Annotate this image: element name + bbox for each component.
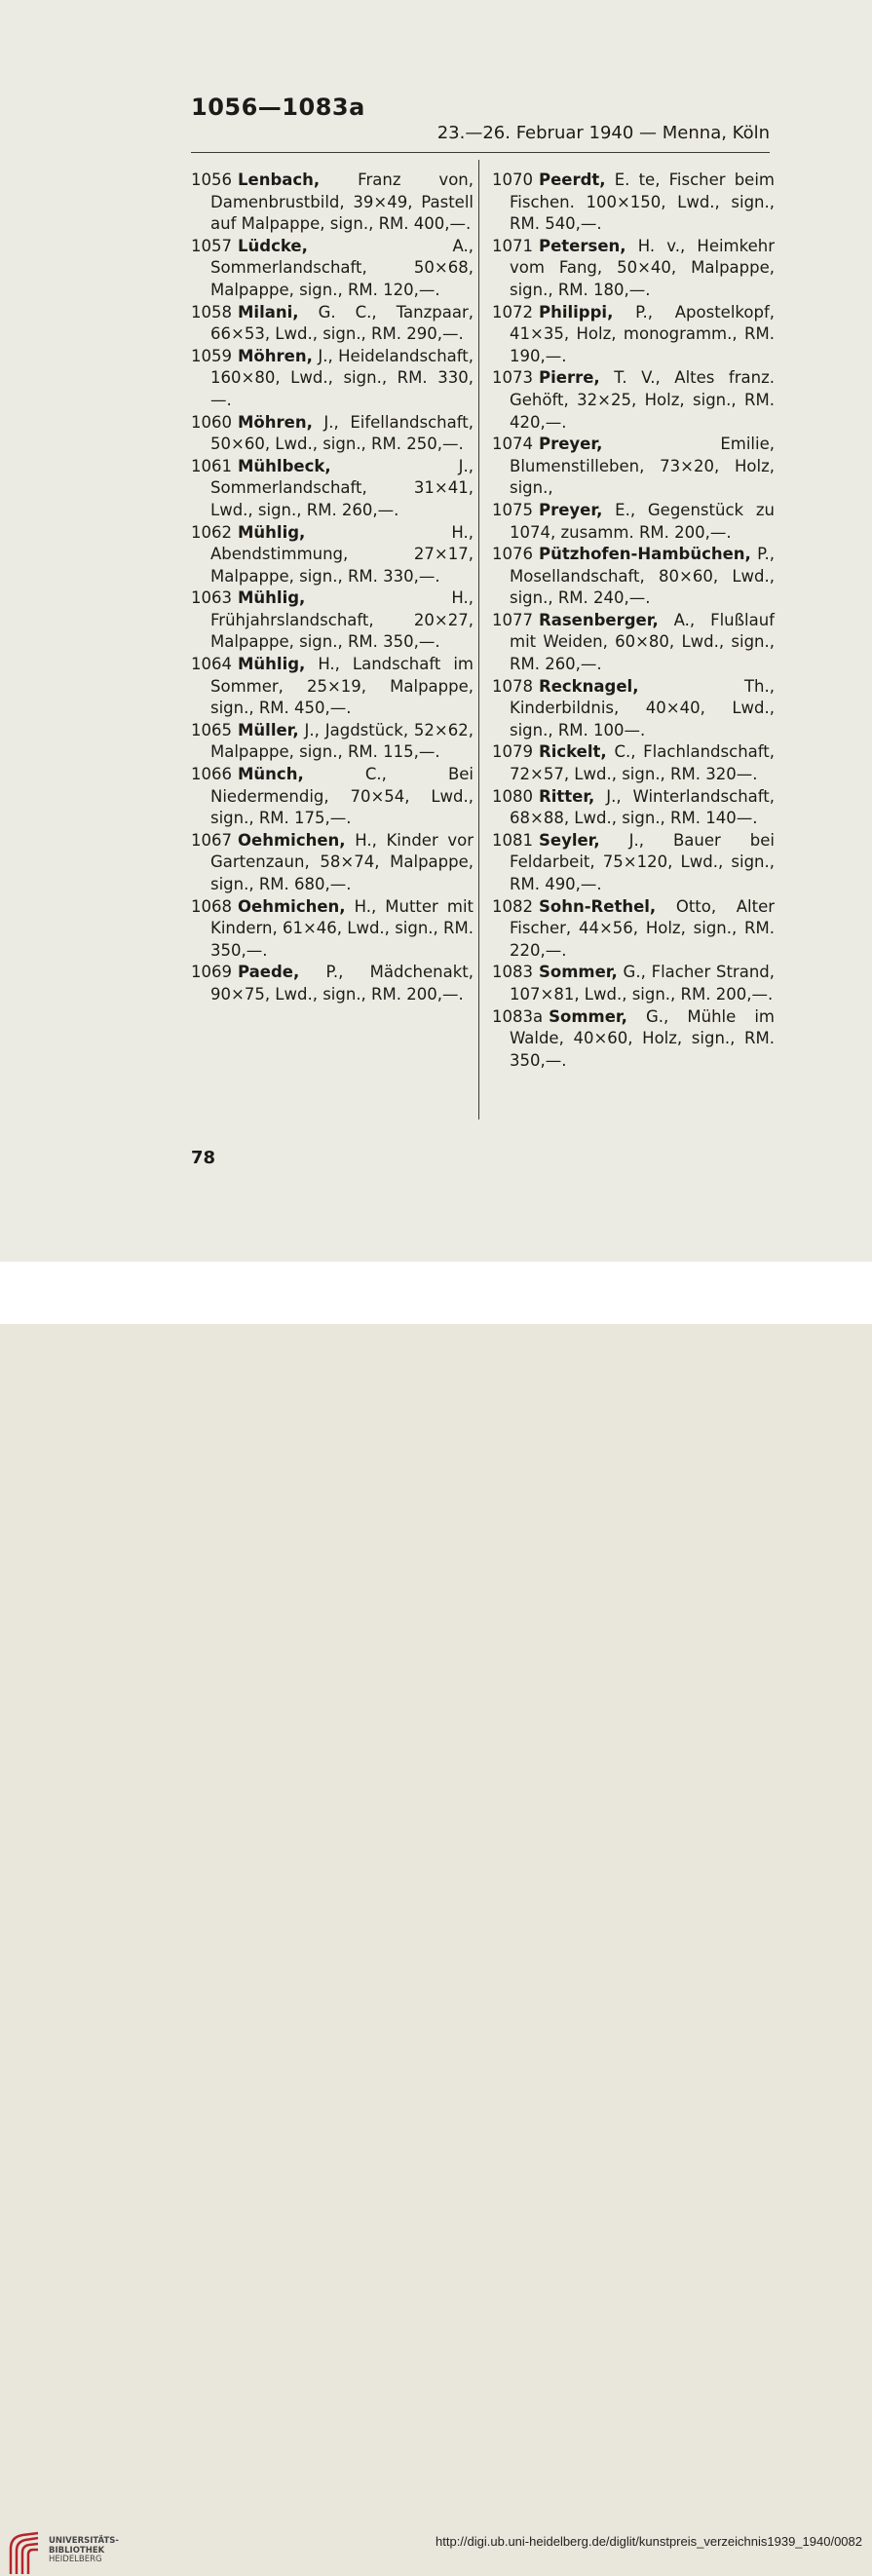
lot-description: H., Mutter mit Kindern, 61×46, Lwd., sign., RM. 350,—. — [210, 896, 474, 960]
lot-entry — [492, 962, 775, 1005]
lot-description: J., Sommerlandschaft, 31×41, Lwd., sign., RM. 260,—. — [210, 456, 474, 519]
lot-number: 1080 — [492, 786, 533, 806]
lot-entry — [191, 720, 474, 764]
lot-number: 1072 — [492, 302, 533, 322]
lot-number: 1066 — [191, 765, 232, 784]
lot-entry — [191, 456, 474, 522]
lot-number: 1071 — [492, 236, 533, 255]
page-number: 78 — [191, 1148, 216, 1168]
artist-name: Milani, — [238, 302, 299, 322]
artist-name: Münch, — [238, 765, 304, 784]
artist-name: Pützhofen-Hambüchen, — [539, 545, 751, 564]
lot-description: H., Abendstimmung, 27×17, Malpappe, sign., RM. 330,—. — [210, 522, 474, 586]
artist-name: Rasenberger, — [539, 610, 659, 629]
lot-number: 1076 — [492, 545, 533, 564]
artist-name: Paede, — [238, 963, 300, 982]
lot-description: C., Flachlandschaft, 72×57, Lwd., sign., RM. 320—. — [510, 742, 775, 784]
lot-entry — [492, 830, 775, 896]
library-name-line: BIBLIOTHEK — [49, 2545, 105, 2556]
source-url[interactable]: http://digi.ub.uni-heidelberg.de/diglit/kunstpreis_verzeichnis1939_1940/0082 — [436, 2534, 862, 2549]
lot-entry — [492, 1006, 775, 1073]
lot-number: 1069 — [191, 963, 232, 982]
lot-number: 1077 — [492, 610, 533, 629]
header-rule — [191, 152, 770, 153]
artist-name: Preyer, — [539, 435, 603, 454]
lot-description: A., Sommerlandschaft, 50×68, Malpappe, sign., RM. 120,—. — [210, 236, 474, 299]
artist-name: Sommer, — [549, 1006, 627, 1026]
lot-number: 1064 — [191, 655, 232, 674]
lot-number: 1082 — [492, 896, 533, 916]
artist-name: Oehmichen, — [238, 896, 346, 916]
library-name-line: HEIDELBERG — [49, 2555, 102, 2564]
lot-description: P., Mädchenakt, 90×75, Lwd., sign., RM. 200,—. — [210, 963, 474, 1004]
lot-number: 1059 — [191, 346, 232, 365]
lot-description: J., Bauer bei Feldarbeit, 75×120, Lwd., sign., RM. 490,—. — [510, 830, 775, 893]
lot-entry — [191, 764, 474, 830]
lot-description: J., Heidelandschaft, 160×80, Lwd., sign., RM. 330,—. — [210, 346, 474, 409]
lot-description: Franz von, Damenbrustbild, 39×49, Pastell auf Malpappe, sign., RM. 400,—. — [210, 170, 474, 234]
lot-description: A., Flußlauf mit Weiden, 60×80, Lwd., sign., RM. 260,—. — [510, 610, 775, 674]
artist-name: Seyler, — [539, 830, 600, 850]
lot-entry — [492, 302, 775, 368]
lot-entry — [492, 676, 775, 742]
lot-number: 1078 — [492, 676, 533, 696]
lot-entry — [191, 830, 474, 896]
lot-entry — [191, 896, 474, 963]
lot-range-heading: 1056—1083a — [191, 94, 365, 121]
artist-name: Philippi, — [539, 302, 614, 322]
artist-name: Lenbach, — [238, 170, 321, 189]
library-logo-icon — [9, 2531, 42, 2576]
lot-entry — [492, 786, 775, 830]
lot-description: E. te, Fischer beim Fischen. 100×150, Lwd., sign., RM. 540,—. — [510, 170, 775, 234]
lot-entry — [492, 741, 775, 785]
artist-name: Mühlig, — [238, 655, 306, 674]
artist-name: Rickelt, — [539, 742, 607, 762]
lot-description: J., Jagdstück, 52×62, Malpappe, sign., RM. 115,—. — [210, 720, 474, 762]
lot-number: 1073 — [492, 368, 533, 388]
lot-number: 1083a — [492, 1006, 544, 1026]
lot-entry — [492, 236, 775, 302]
lot-entry — [191, 412, 474, 456]
artist-name: Pierre, — [539, 368, 600, 388]
artist-name: Preyer, — [539, 500, 603, 519]
lot-description: G. C., Tanzpaar, 66×53, Lwd., sign., RM. 290,—. — [210, 302, 474, 344]
column-divider — [478, 160, 479, 1119]
lot-description: Th., Kinderbildnis, 40×40, Lwd., sign., RM. 100—. — [510, 676, 775, 739]
lot-entry — [492, 610, 775, 676]
artist-name: Sommer, — [539, 963, 618, 982]
lot-number: 1061 — [191, 456, 232, 475]
lot-number: 1083 — [492, 963, 533, 982]
artist-name: Recknagel, — [539, 676, 639, 696]
lot-entry — [191, 654, 474, 720]
footer-bar — [0, 1262, 872, 2564]
artist-name: Möhren, — [238, 412, 313, 432]
auction-subtitle: 23.—26. Februar 1940 — Menna, Köln — [436, 123, 770, 143]
right-column — [492, 170, 775, 1072]
lot-description: G., Mühle im Walde, 40×60, Holz, sign., RM. 350,—. — [510, 1006, 776, 1070]
lot-entry — [492, 896, 775, 963]
artist-name: Müller, — [238, 720, 299, 739]
artist-name: Petersen, — [539, 236, 626, 255]
library-name-line: UNIVERSITÄTS- — [49, 2536, 119, 2546]
lot-entry — [191, 962, 474, 1005]
lot-description: P., Mosellandschaft, 80×60, Lwd., sign., RM. 240,—. — [510, 545, 775, 608]
lot-number: 1062 — [191, 522, 232, 542]
artist-name: Mühlbeck, — [238, 456, 331, 475]
artist-name: Mühlig, — [238, 588, 306, 608]
lot-description: H. v., Heimkehr vom Fang, 50×40, Malpappe, sign., RM. 180,—. — [510, 236, 775, 299]
library-name — [49, 2537, 119, 2565]
lot-description: C., Bei Niedermendig, 70×54, Lwd., sign., RM. 175,—. — [210, 765, 474, 828]
lot-number: 1067 — [191, 830, 232, 850]
lot-entry — [191, 346, 474, 412]
lot-entry — [191, 170, 474, 236]
lot-entry — [492, 500, 775, 544]
lot-entry — [492, 544, 775, 610]
lot-number: 1058 — [191, 302, 232, 322]
lot-number: 1070 — [492, 170, 533, 189]
lot-entry — [492, 170, 775, 236]
lot-description: G., Flacher Strand, 107×81, Lwd., sign., RM. 200,—. — [510, 963, 775, 1004]
lot-description: E., Gegenstück zu 1074, zusamm. RM. 200,—. — [510, 500, 775, 542]
artist-name: Sohn-Rethel, — [539, 896, 657, 916]
artist-name: Oehmichen, — [238, 830, 346, 850]
artist-name: Mühlig, — [238, 522, 306, 542]
lot-number: 1068 — [191, 896, 232, 916]
catalog-page — [0, 0, 872, 1262]
artist-name: Peerdt, — [539, 170, 606, 189]
lot-description: H., Landschaft im Sommer, 25×19, Malpappe, sign., RM. 450,—. — [210, 655, 474, 718]
lot-description: T. V., Altes franz. Gehöft, 32×25, Holz, sign., RM. 420,—. — [510, 368, 775, 432]
lot-number: 1079 — [492, 742, 533, 762]
lot-number: 1081 — [492, 830, 533, 850]
lot-number: 1060 — [191, 412, 232, 432]
lot-description: J., Eifellandschaft, 50×60, Lwd., sign., RM. 250,—. — [210, 412, 474, 454]
lot-number: 1075 — [492, 500, 533, 519]
lot-entry — [191, 236, 474, 302]
lot-entry — [492, 367, 775, 434]
lot-number: 1065 — [191, 720, 232, 739]
lot-entry — [191, 302, 474, 346]
lot-number: 1074 — [492, 435, 533, 454]
lot-description: Emilie, Blumenstilleben, 73×20, Holz, sign., — [510, 435, 775, 498]
lot-entry — [492, 434, 775, 500]
lot-description: P., Apostelkopf, 41×35, Holz, monogramm., RM. 190,—. — [510, 302, 775, 365]
lot-number: 1063 — [191, 588, 232, 608]
artist-name: Ritter, — [539, 786, 595, 806]
artist-name: Lüdcke, — [238, 236, 308, 255]
lot-number: 1057 — [191, 236, 232, 255]
lot-entry — [191, 522, 474, 588]
lot-description: H., Frühjahrslandschaft, 20×27, Malpappe, sign., RM. 350,—. — [210, 588, 474, 652]
lot-description: H., Kinder vor Gartenzaun, 58×74, Malpappe, sign., RM. 680,—. — [210, 830, 474, 893]
left-column — [191, 170, 474, 1006]
lot-description: Otto, Alter Fischer, 44×56, Holz, sign., RM. 220,—. — [510, 896, 775, 960]
lot-number: 1056 — [191, 170, 232, 189]
lot-entry — [191, 587, 474, 654]
lot-description: J., Winterlandschaft, 68×88, Lwd., sign., RM. 140—. — [510, 786, 775, 828]
artist-name: Möhren, — [238, 346, 313, 365]
